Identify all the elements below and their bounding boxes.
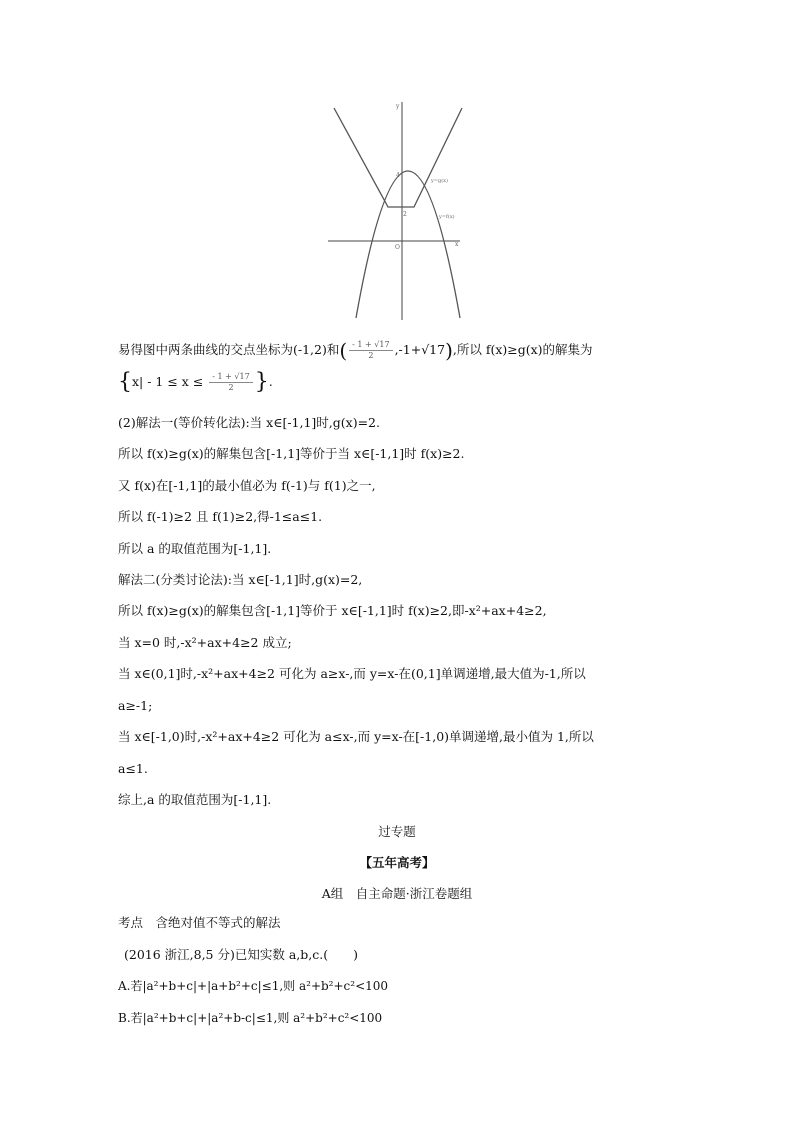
fraction-denominator: 2 — [368, 351, 374, 360]
paragraph-line: 所以 f(x)≥g(x)的解集包含[-1,1]等价于当 x∈[-1,1]时 f(x)≥2. — [118, 446, 465, 461]
fraction-denominator: 2 — [228, 383, 234, 392]
fraction — [209, 372, 252, 393]
paren-close: ) — [445, 338, 453, 363]
text-span: 易得图中两条曲线的交点坐标为(-1,2)和 — [118, 342, 340, 357]
paragraph-line: a≤1. — [118, 761, 148, 776]
option-a: A.若|a²+b+c|+|a+b²+c|≤1,则 a²+b²+c²<100 — [118, 979, 389, 993]
fraction-numerator: - 1 + √17 — [209, 372, 252, 383]
brace-open: { — [118, 369, 132, 395]
f-label: y=f(x) — [439, 214, 455, 220]
paragraph-line: 所以 a 的取值范围为[-1,1]. — [118, 541, 272, 556]
group-heading: A组 自主命题·浙江卷题组 — [321, 886, 473, 901]
paragraph-line: 当 x=0 时,-x²+ax+4≥2 成立; — [118, 635, 292, 650]
curve-f — [334, 108, 462, 207]
tick-2: 2 — [403, 211, 407, 218]
solution-set-line — [118, 369, 273, 395]
graph-svg — [326, 100, 466, 322]
origin-label: O — [395, 244, 400, 251]
g-label: y=g(x) — [431, 178, 448, 184]
paragraph-line: (2)解法一(等价转化法):当 x∈[-1,1]时,g(x)=2. — [118, 415, 380, 430]
fraction-numerator: - 1 + √17 — [349, 340, 392, 351]
paren-open: ( — [339, 338, 348, 363]
text-span: ,-1+√17 — [394, 342, 446, 357]
option-b: B.若|a²+b+c|+|a²+b-c|≤1,则 a²+b²+c²<100 — [118, 1011, 383, 1025]
question-stem: (2016 浙江,8,5 分)已知实数 a,b,c.( ) — [124, 947, 358, 962]
text-span: ,所以 f(x)≥g(x)的解集为 — [452, 342, 593, 357]
curve-g — [356, 171, 460, 318]
paragraph-line: 当 x∈(0,1]时,-x²+ax+4≥2 可化为 a≥x-,而 y=x-在(0,1]单调递增,最大值为-1,所以 — [118, 666, 586, 681]
paragraph-line: 所以 f(x)≥g(x)的解集包含[-1,1]等价于 x∈[-1,1]时 f(x)≥2,即-x²+ax+4≥2, — [118, 603, 547, 618]
x-axis-label: x — [455, 241, 459, 248]
paragraph-line: 所以 f(-1)≥2 且 f(1)≥2,得-1≤a≤1. — [118, 509, 323, 524]
paragraph-line: a≥-1; — [118, 698, 153, 713]
brace-close: } — [254, 369, 269, 395]
section-heading: 过专题 — [378, 824, 416, 839]
paragraph-line: 解法二(分类讨论法):当 x∈[-1,1]时,g(x)=2, — [118, 572, 363, 587]
topic-line: 考点 含绝对值不等式的解法 — [118, 915, 281, 930]
y-axis-label: y — [396, 103, 400, 110]
text-span: . — [268, 374, 273, 389]
fraction — [349, 340, 392, 361]
intersection-line — [118, 340, 593, 361]
paragraph-line: 当 x∈[-1,0)时,-x²+ax+4≥2 可化为 a≤x-,而 y=x-在[-1,0)单调递增,最小值为 1,所以 — [118, 729, 594, 744]
text-span: x| - 1 ≤ x ≤ — [132, 374, 208, 389]
paragraph-line: 综上,a 的取值范围为[-1,1]. — [118, 792, 272, 807]
subsection-heading: 【五年高考】 — [359, 855, 435, 870]
tick-4: 4 — [396, 172, 400, 179]
function-graph — [326, 100, 466, 322]
paragraph-line: 又 f(x)在[-1,1]的最小值必为 f(-1)与 f(1)之一, — [118, 478, 376, 493]
